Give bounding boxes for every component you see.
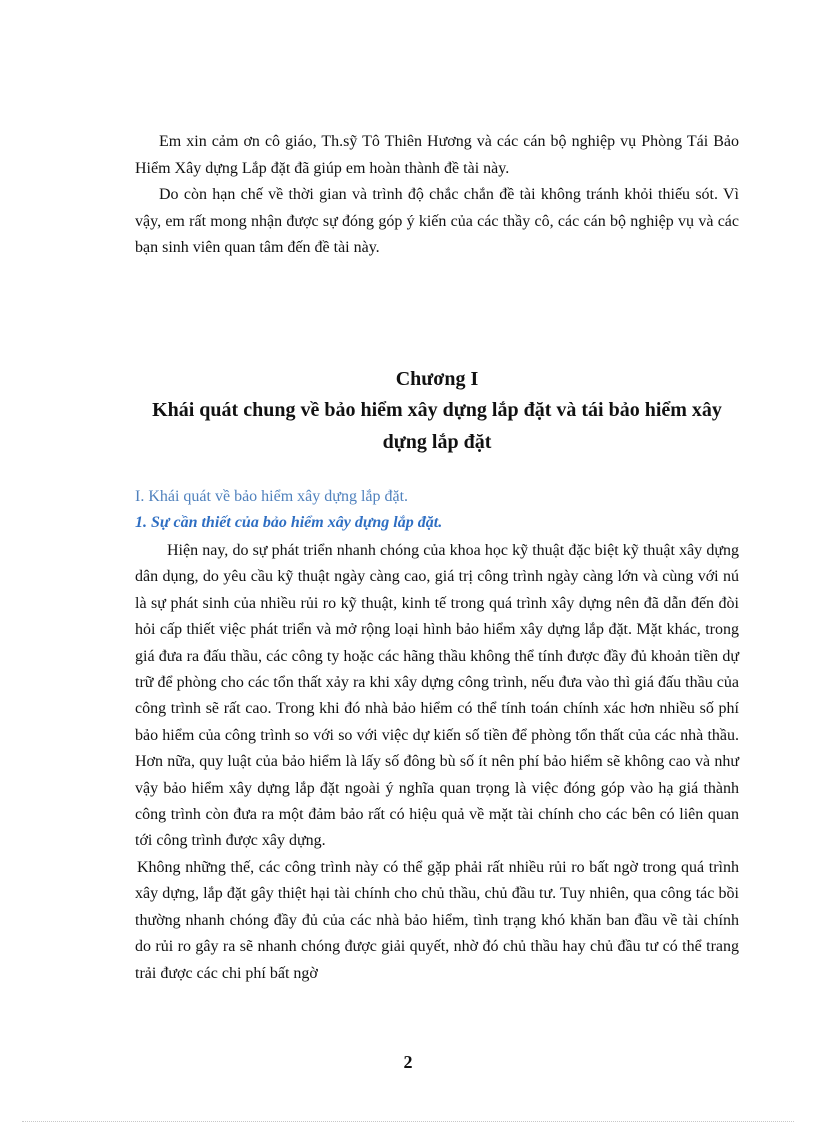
body-paragraph-1: Hiện nay, do sự phát triển nhanh chóng của khoa học kỹ thuật đặc biệt kỹ thuật xây dựng dân dụng, do yêu cầu kỹ thuật ngày càng cao, giá trị công trình ngày càng lớn và cùng với nú là sự phát sinh của nhiều rủi ro kỹ thuật, kinh tế trong quá trình xây dựng nên đã dẫn đến đòi hỏi cấp thiết việc phát triển và mở rộng loại hình bảo hiểm xây dựng lắp đặt. Mặt khác, trong giá đưa ra đấu thầu, các công ty hoặc các hãng thầu không thể tính được đầy đủ khoản tiền dự trữ để phòng cho các tổn thất xảy ra khi xây dựng công trình, nếu đưa vào thì giá đấu thầu của công trình sẽ rất cao. Trong khi đó nhà bảo hiểm có thể tính toán chính xác hơn nhiều số phí bảo hiểm của công trình so với so với việc dự kiến số tiền để phòng tổn thất của các nhà thầu. Hơn nữa, quy luật của bảo hiểm là lấy số đông bù số ít nên phí bảo hiểm sẽ không cao và như vậy bảo hiểm xây dựng lắp đặt ngoài ý nghĩa quan trọng là việc đóng góp vào hạ giá thành công trình còn đưa ra một đảm bảo rất có hiệu quả về mặt tài chính cho các bên có liên quan tới công trình được xây dựng. bbox=[135, 542, 739, 850]
acknowledgement-section bbox=[135, 129, 739, 262]
subsection-heading: 1. Sự cần thiết của bảo hiểm xây dựng lắp đặt. bbox=[135, 514, 443, 531]
section-heading: I. Khái quát về bảo hiểm xây dựng lắp đặt. bbox=[135, 488, 409, 505]
page-number: 2 bbox=[403, 1052, 413, 1072]
acknowledgement-paragraph-1: Em xin cảm ơn cô giáo, Th.sỹ Tô Thiên Hương và các cán bộ nghiệp vụ Phòng Tái Bảo Hiểm Xây dựng Lắp đặt đã giúp em hoàn thành đề tài này. bbox=[135, 133, 739, 177]
page-bottom-divider bbox=[22, 1121, 794, 1122]
chapter-title: Khái quát chung về bảo hiểm xây dựng lắp đặt và tái bảo hiểm xây dựng lắp đặt bbox=[152, 399, 722, 453]
acknowledgement-paragraph-2: Do còn hạn chế về thời gian và trình độ chắc chắn đề tài không tránh khỏi thiếu sót. Vì vậy, em rất mong nhận được sự đóng góp ý kiến của các thầy cô, các cán bộ nghiệp vụ và các bạn sinh viên quan tâm đến đề tài này. bbox=[135, 186, 739, 256]
chapter-heading bbox=[135, 364, 739, 458]
chapter-label: Chương I bbox=[395, 368, 479, 390]
body-text bbox=[135, 538, 739, 987]
body-paragraph-2: Không những thế, các công trình này có thể gặp phải rất nhiều rủi ro bất ngờ trong quá trình xây dựng, lắp đặt gây thiệt hại tài chính cho chủ thầu, chủ đầu tư. Tuy nhiên, qua công tác bồi thường nhanh chóng đầy đủ của các nhà bảo hiểm, tình trạng khó khăn ban đầu về tài chính do rủi ro gây ra sẽ nhanh chóng được giải quyết, nhờ đó chủ thầu hay chủ đầu tư có thể trang trải được các chi phí bất ngờ bbox=[135, 858, 739, 982]
